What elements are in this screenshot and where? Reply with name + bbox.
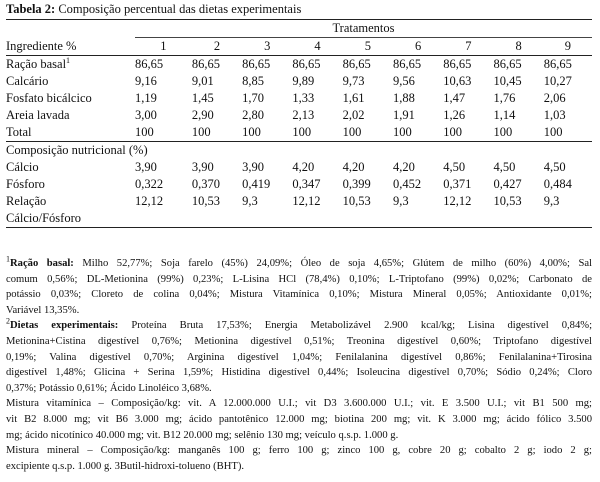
table-cell: 100	[494, 124, 544, 142]
table-cell: 0,427	[493, 177, 522, 191]
ingredient-name	[6, 73, 135, 90]
table-cell: 100	[135, 124, 192, 142]
table-cell: 1,76	[493, 91, 516, 105]
table-row	[6, 107, 592, 124]
ingredient-label: Fosfato bicálcico	[6, 91, 92, 105]
table-cell: 12,12	[292, 194, 321, 208]
table-cell: 3,90	[242, 160, 264, 174]
treatment-number: 2	[192, 38, 242, 56]
table-cell: 86,65	[543, 57, 572, 71]
note-line	[6, 318, 592, 334]
table-cell: 3,90	[191, 160, 214, 174]
table-cell: 1,61	[342, 91, 365, 105]
table-cell: 1,91	[392, 108, 415, 122]
note-text: 0,19%; Valina digestível 0,70%; Arginina digestível 1,04%; Fenilalanina digestível 0,86%; Fenilalanina+Tirosina	[6, 351, 592, 363]
tratamentos-header: Tratamentos	[135, 20, 592, 38]
table-cell: 9,3	[392, 194, 409, 208]
table-cell: 4,20	[292, 160, 315, 174]
treatment-number: 8	[494, 38, 544, 56]
table-cell: 12,12	[443, 194, 472, 208]
note-line	[6, 272, 592, 288]
table-cell: 1,33	[292, 91, 315, 105]
table-cell: 10,45	[493, 74, 522, 88]
note-mistura-vitaminica	[6, 396, 592, 443]
note-title: Dietas experimentais:	[10, 320, 119, 332]
note-text: mg; ácido nicotínico 40.000 mg; vit. B12 20.000 mg; selênio 130 mg; veículo q.s.p. 1.000 g.	[6, 429, 399, 441]
table-cell: 9,73	[342, 74, 365, 88]
note-title: Ração basal:	[10, 258, 74, 269]
note-line	[6, 428, 592, 444]
table-row	[6, 124, 592, 142]
table-row	[6, 56, 592, 74]
table-cell: 86,65	[242, 57, 271, 71]
table-cell: 1,19	[134, 91, 157, 105]
note-text: Metionina+Cistina digestível 0,76%; Metionina digestível 0,51%; Treonina digestível 0,60%; Triptofano digestível	[6, 335, 592, 347]
note-racao-basal	[6, 256, 592, 318]
note-text: excipiente q.s.p. 1.000 g. 3Butil-hidroxi-tolueno (BHT).	[6, 460, 245, 472]
note-text: 0,37%; Potássio 0,61%; Ácido Linoléico 3,68%.	[6, 382, 212, 394]
note-line	[6, 396, 592, 412]
table-cell: 4,50	[543, 160, 566, 174]
table-caption	[6, 2, 301, 17]
table-cell: 100	[292, 124, 342, 142]
footnotes	[6, 256, 592, 474]
treatment-number: 6	[393, 38, 443, 56]
table-cell: 0,322	[134, 177, 164, 191]
ingredient-label: Calcário	[6, 74, 49, 88]
note-text: comum 0,56%; DL-Metionina (99%) 0,23%; L-Lisina HCl (78,4%) 0,10%; L-Triptofano (99%) 0,02%; Carbonato de	[6, 273, 592, 285]
table-cell: 10,53	[191, 194, 220, 208]
table-cell: 10,63	[443, 74, 472, 88]
table-cell: 86,65	[134, 57, 164, 71]
table-cell: 2,80	[242, 108, 264, 122]
note-line	[6, 381, 592, 397]
footnote-mark: 2	[6, 316, 10, 326]
table-row	[6, 193, 592, 210]
table-cell: 3,00	[134, 108, 157, 122]
composition-table	[6, 19, 592, 228]
table-cell: 4,20	[392, 160, 415, 174]
table-cell: 100	[192, 124, 242, 142]
table-cell: 86,65	[443, 57, 472, 71]
treatment-numbers-row	[6, 38, 592, 56]
table-cell: 0,452	[392, 177, 422, 191]
table-cell: 9,89	[292, 74, 315, 88]
table-cell: 100	[242, 124, 292, 142]
note-text: potássio 0,03%; Cloreto de colina 0,04%; Mistura Vitamínica 0,10%; Mistura Mineral 0,05%; Antioxidante 0,01%;	[6, 289, 592, 301]
nutrient-name: Fósforo	[6, 177, 45, 191]
ingredients-body	[6, 56, 592, 142]
note-dietas-experimentais	[6, 318, 592, 396]
table-cell: 0,484	[543, 177, 572, 191]
table-row	[6, 176, 592, 193]
table-cell: 1,26	[443, 108, 466, 122]
note-line	[6, 365, 592, 381]
ingredient-name	[6, 124, 135, 142]
table-cell: 9,3	[543, 194, 560, 208]
ingredient-label: Total	[6, 125, 32, 139]
table-cell: 2,06	[543, 91, 566, 105]
note-text: Variável 13,35%.	[6, 304, 80, 316]
table-cell: 0,370	[191, 177, 220, 191]
table-cell: 1,14	[493, 108, 516, 122]
table-cell: 10,53	[342, 194, 371, 208]
table-cell: 10,53	[493, 194, 522, 208]
note-line	[6, 303, 592, 319]
table-cell: 4,50	[443, 160, 466, 174]
table-cell: 3,90	[134, 160, 157, 174]
note-line	[6, 459, 592, 475]
table-cell: 1,70	[242, 91, 264, 105]
table-cell: 1,47	[443, 91, 466, 105]
note-text: Mistura mineral – Composição/kg: manganês 100 g; ferro 100 g; zinco 100 g, cobre 20 g; cobalto 2 g; iodo 2 g;	[6, 445, 592, 457]
footnote-mark: 1	[66, 55, 71, 65]
table-title: Composição percentual das dietas experimentais	[58, 2, 302, 16]
table-cell: 100	[393, 124, 443, 142]
table-row	[6, 159, 592, 176]
note-line	[6, 443, 592, 459]
note-text: digestível 1,48%; Glicina + Serina 1,59%; Histidina digestível 0,44%; Isoleucina digestível 0,70%; Sódio 0,24%; Cloro	[6, 367, 592, 379]
table-cell: 8,85	[242, 74, 264, 88]
header-blank	[6, 20, 135, 38]
relacao-line2: Cálcio/Fósforo	[6, 210, 135, 228]
note-text: Proteína Bruta 17,53%; Energia Metabolizável 2.900 kcal/kg; Lisina digestível 0,84%;	[131, 320, 593, 332]
nutrient-name: Relação	[6, 194, 47, 208]
table-cell: 2,13	[292, 108, 315, 122]
ingredient-name	[6, 56, 135, 74]
table-cell: 1,03	[543, 108, 566, 122]
nutritional-body	[6, 159, 592, 210]
nutritional-header: Composição nutricional (%)	[6, 142, 592, 160]
ingredient-label: Ração basal	[6, 57, 67, 71]
table-cell: 12,12	[134, 194, 164, 208]
table-cell: 100	[544, 124, 592, 142]
table-cell: 86,65	[493, 57, 522, 71]
treatment-number: 1	[135, 38, 192, 56]
ingredient-name	[6, 107, 135, 124]
note-line	[6, 412, 592, 428]
table-cell: 100	[443, 124, 493, 142]
table-row	[6, 73, 592, 90]
note-text: Mistura vitamínica – Composição/kg: vit. A 12.000.000 U.I.; vit D3 3.600.000 U.I.; vit. E 3.500 U.I.; vit B1 500 mg;	[6, 398, 592, 410]
note-mistura-mineral	[6, 443, 592, 474]
treatment-number: 3	[242, 38, 292, 56]
note-line	[6, 256, 592, 272]
table-cell: 9,3	[242, 194, 258, 208]
table-cell: 1,88	[392, 91, 415, 105]
table-label: Tabela 2:	[6, 2, 56, 16]
note-line	[6, 287, 592, 303]
ingredient-label: Areia lavada	[6, 108, 70, 122]
table-cell: 0,419	[242, 177, 271, 191]
table-row	[6, 90, 592, 107]
table-cell: 86,65	[292, 57, 321, 71]
table-cell: 0,347	[292, 177, 321, 191]
nutrient-name: Cálcio	[6, 160, 39, 174]
treatment-number: 9	[544, 38, 592, 56]
table-cell: 86,65	[392, 57, 422, 71]
treatment-number: 7	[443, 38, 493, 56]
table-cell: 1,45	[191, 91, 214, 105]
table-cell: 100	[343, 124, 393, 142]
treatment-number: 5	[343, 38, 393, 56]
table-cell: 4,20	[342, 160, 365, 174]
table-cell: 86,65	[342, 57, 371, 71]
table-cell: 0,399	[342, 177, 371, 191]
footnote-mark: 1	[6, 254, 10, 264]
ingrediente-header: Ingrediente %	[6, 38, 135, 56]
note-line	[6, 350, 592, 366]
table-cell: 4,50	[493, 160, 516, 174]
treatment-number: 4	[292, 38, 342, 56]
note-line	[6, 334, 592, 350]
table-cell: 0,371	[443, 177, 472, 191]
ingredient-name	[6, 90, 135, 107]
note-text: Milho 52,77%; Soja farelo (45%) 24,09%; Óleo de soja 4,65%; Glútem de milho (60%) 4,00%; Sal	[82, 258, 592, 269]
table-cell: 2,02	[342, 108, 365, 122]
table-cell: 9,01	[191, 74, 214, 88]
table-cell: 86,65	[191, 57, 220, 71]
table-cell: 9,16	[134, 74, 157, 88]
table-cell: 2,90	[191, 108, 214, 122]
note-text: vit B2 8.000 mg; vit B6 3.000 mg; ácido pantotênico 12.000 mg; biotina 200 mg; vit. K 3.000 mg; ácido fólico 3.500	[6, 413, 592, 425]
table-cell: 10,27	[543, 74, 572, 88]
table-cell: 9,56	[392, 74, 415, 88]
relacao-line2-spacer	[135, 210, 592, 228]
